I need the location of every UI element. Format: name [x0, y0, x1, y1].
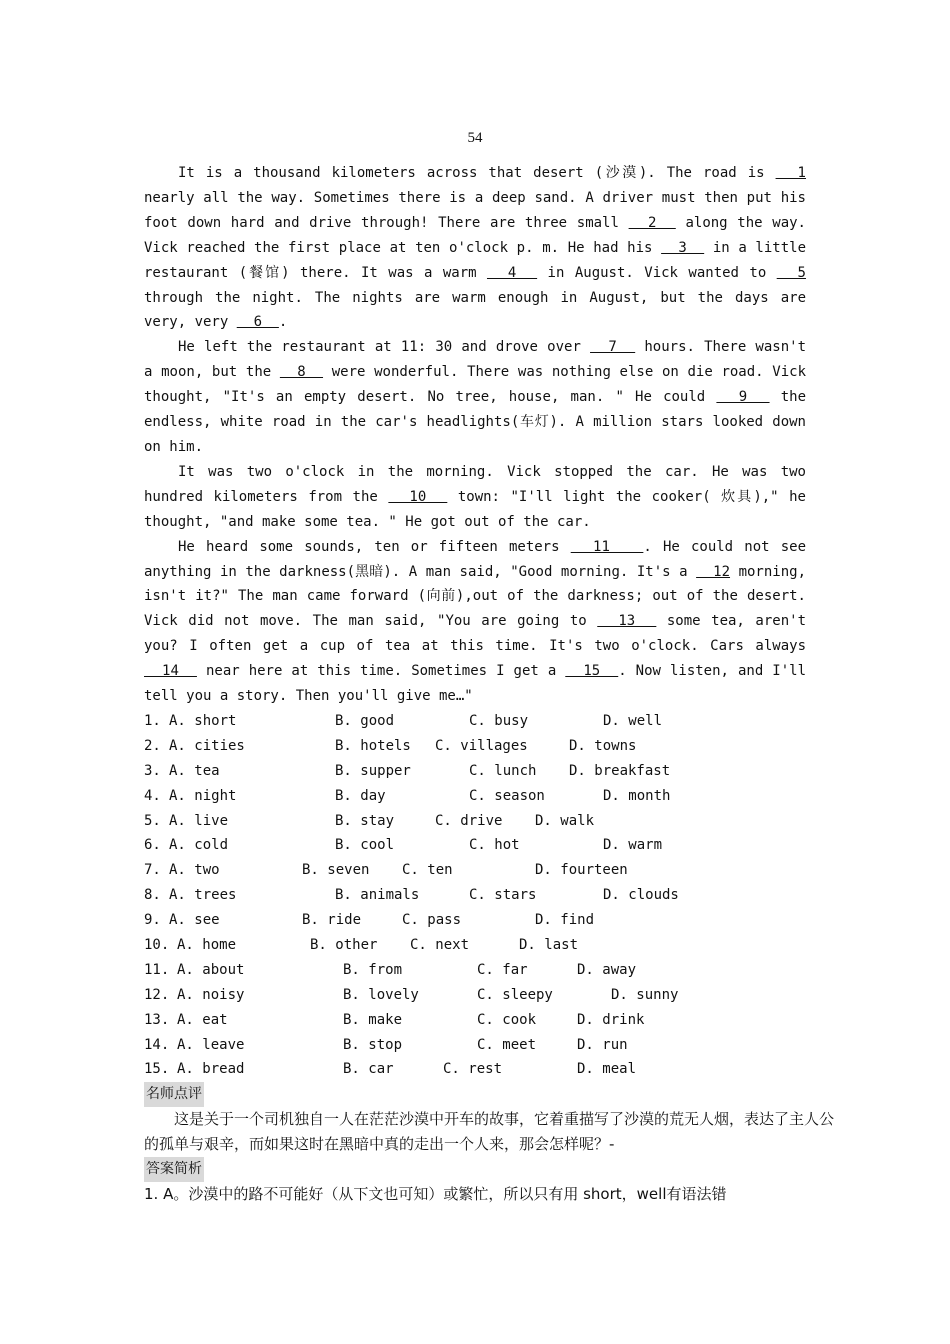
question-number: 11.	[144, 961, 170, 978]
question-number: 5.	[144, 812, 161, 829]
option-row	[144, 1008, 806, 1033]
blank: 14	[144, 663, 197, 680]
question-number: 10.	[144, 936, 170, 953]
options-list	[144, 709, 806, 1082]
option-row	[144, 759, 806, 784]
passage-paragraph-2	[144, 335, 806, 460]
option-a: A. noisy	[177, 986, 245, 1003]
teacher-comment-section	[144, 1082, 835, 1157]
passage-text: It was two o'clock in the morning. Vick stopped the car. He was two hundred kilometers from the	[144, 463, 806, 505]
option-d: D. month	[603, 787, 671, 804]
option-c: C. sleepy	[477, 986, 553, 1003]
passage-text: through the night. The nights are warm enough in August, but the days are very, very	[144, 289, 806, 331]
passage-text: the endless, white road in the car's headlights(车灯). A million stars looked down on him.	[144, 389, 807, 455]
option-a: A. home	[177, 936, 237, 953]
option-b: B. stop	[343, 1036, 403, 1053]
option-c: C. season	[469, 787, 545, 804]
option-b: B. ride	[302, 912, 362, 929]
question-number: 9.	[144, 912, 161, 929]
blank: 7	[590, 339, 636, 356]
option-row	[144, 883, 806, 908]
question-number: 14.	[144, 1036, 170, 1053]
option-b: B. day	[335, 787, 386, 804]
passage-paragraph-3	[144, 460, 806, 535]
option-c: C. lunch	[469, 762, 537, 779]
option-b: B. supper	[335, 762, 411, 779]
option-c: C. next	[410, 936, 470, 953]
option-c: C. cook	[477, 1011, 537, 1028]
blank: 9	[716, 389, 770, 406]
passage-text: He left the restaurant at 11: 30 and drove over	[178, 339, 591, 356]
option-a: A. trees	[169, 887, 237, 904]
option-d: D. find	[535, 912, 595, 929]
blank: 6	[236, 314, 279, 331]
option-b: B. from	[343, 961, 403, 978]
option-b: B. car	[343, 1061, 394, 1078]
passage-text: some tea, aren't you? I often get a cup of tea at this time. It's two o'clock. Cars always	[144, 613, 806, 655]
option-d: D. clouds	[603, 887, 679, 904]
passage-paragraph-4	[144, 535, 806, 709]
passage-text: nearly all the way. Sometimes there is a deep sand. A driver must then put his foot down hard and drive through! There are three small	[144, 189, 806, 231]
blank: 4	[486, 264, 538, 281]
option-b: B. good	[335, 712, 395, 729]
option-d: D. breakfast	[569, 762, 671, 779]
option-a: A. about	[177, 961, 245, 978]
passage-text: . He could not see anything in the darkness(黑暗). A man said, "Good morning. It's a	[144, 538, 806, 580]
option-c: C. meet	[477, 1036, 537, 1053]
passage-text: .	[278, 314, 288, 331]
passage-text: were wonderful. There was nothing else on die road. Vick thought, "It's an empty desert. No tree, house, man. " He could	[144, 364, 806, 406]
blank: 11	[570, 538, 644, 555]
page-content	[144, 161, 835, 1207]
option-b: B. cool	[335, 837, 395, 854]
passage-text: . Now listen, and I'll tell you a story. Then you'll give me…"	[144, 663, 807, 705]
blank: 13	[597, 613, 657, 630]
option-c: C. far	[477, 961, 528, 978]
option-row	[144, 958, 806, 983]
option-row	[144, 1057, 806, 1082]
option-b: B. make	[343, 1011, 403, 1028]
question-number: 6.	[144, 837, 161, 854]
option-a: A. live	[169, 812, 229, 829]
blank: 10	[388, 488, 448, 505]
option-d: D. fourteen	[535, 862, 628, 879]
question-number: 8.	[144, 887, 161, 904]
question-number: 7.	[144, 862, 161, 879]
option-d: D. well	[603, 712, 663, 729]
option-c: C. busy	[469, 712, 529, 729]
blank: 3	[661, 239, 705, 256]
question-number: 1.	[144, 712, 161, 729]
answers-heading: 答案简析	[144, 1157, 204, 1182]
option-c: C. stars	[469, 887, 537, 904]
option-b: B. lovely	[343, 986, 419, 1003]
option-d: D. last	[519, 936, 579, 953]
passage-text: in a little restaurant (餐馆) there. It was a warm	[144, 239, 806, 281]
teacher-comment-text: 这是关于一个司机独自一人在茫茫沙漠中开车的故事，它着重描写了沙漠的荒无人烟，表达了主人公的孤单与艰辛，而如果这时在黑暗中真的走出一个人来，那会怎样呢？-	[144, 1110, 835, 1154]
option-a: A. short	[169, 712, 237, 729]
option-c: C. villages	[435, 737, 528, 754]
blank: 2	[628, 214, 676, 231]
passage-text: He heard some sounds, ten or fifteen meters	[178, 538, 571, 555]
answer-line-1: 1. A。沙漠中的路不可能好（从下文也可知）或繁忙，所以只有用 short，well有语法错	[144, 1184, 727, 1203]
option-row	[144, 784, 806, 809]
option-b: B. other	[310, 936, 378, 953]
option-b: B. animals	[335, 887, 420, 904]
question-number: 12.	[144, 986, 170, 1003]
option-a: A. leave	[177, 1036, 245, 1053]
blank: 15	[565, 663, 619, 680]
option-d: D. run	[577, 1036, 628, 1053]
option-c: C. ten	[402, 862, 453, 879]
answers-section	[144, 1157, 806, 1207]
question-number: 2.	[144, 737, 161, 754]
option-d: D. sunny	[611, 986, 679, 1003]
option-d: D. away	[577, 961, 637, 978]
blank: 5	[776, 264, 806, 281]
option-d: D. towns	[569, 737, 637, 754]
passage-text: in August. Vick wanted to	[537, 264, 777, 281]
option-row	[144, 809, 806, 834]
teacher-comment-heading: 名师点评	[144, 1082, 204, 1107]
option-a: A. cities	[169, 737, 245, 754]
option-b: B. seven	[302, 862, 370, 879]
passage-text: along the way. Vick reached the first place at ten o'clock p. m. He had his	[144, 214, 806, 256]
option-c: C. rest	[443, 1061, 503, 1078]
option-a: A. tea	[169, 762, 220, 779]
question-number: 13.	[144, 1011, 170, 1028]
passage-paragraph-1	[144, 161, 806, 335]
option-d: D. warm	[603, 837, 663, 854]
option-c: C. drive	[435, 812, 503, 829]
question-number: 15.	[144, 1061, 170, 1078]
option-row	[144, 833, 806, 858]
option-row	[144, 933, 806, 958]
question-number: 3.	[144, 762, 161, 779]
option-a: A. see	[169, 912, 220, 929]
option-a: A. two	[169, 862, 220, 879]
option-d: D. meal	[577, 1061, 637, 1078]
blank: 8	[279, 364, 324, 381]
option-row	[144, 709, 806, 734]
option-a: A. cold	[169, 837, 229, 854]
option-b: B. hotels	[335, 737, 411, 754]
option-row	[144, 908, 806, 933]
option-a: A. eat	[177, 1011, 228, 1028]
option-d: D. drink	[577, 1011, 645, 1028]
option-a: A. night	[169, 787, 237, 804]
page-number: 54	[467, 130, 483, 146]
option-b: B. stay	[335, 812, 395, 829]
option-a: A. bread	[177, 1061, 245, 1078]
option-row	[144, 734, 806, 759]
passage-text: It is a thousand kilometers across that desert (沙漠). The road is	[178, 165, 776, 181]
option-c: C. hot	[469, 837, 520, 854]
option-row	[144, 1033, 806, 1058]
option-row	[144, 858, 806, 883]
option-d: D. walk	[535, 812, 595, 829]
option-row	[144, 983, 806, 1008]
passage-text: hours. There wasn't a moon, but the	[144, 339, 807, 381]
passage-text: near here at this time. Sometimes I get a	[196, 663, 566, 680]
option-c: C. pass	[402, 912, 462, 929]
question-number: 4.	[144, 787, 161, 804]
passage-text: morning, isn't it?" The man came forward (向前),out of the darkness; out of the desert. Vick did not move. The man said, "You are going to	[144, 563, 806, 630]
blank: 1	[775, 165, 806, 181]
blank: 12	[696, 563, 731, 580]
passage-text: town: "I'll light the cooker( 炊具)," he thought, "and make some tea. " He got out of the car.	[144, 488, 806, 530]
